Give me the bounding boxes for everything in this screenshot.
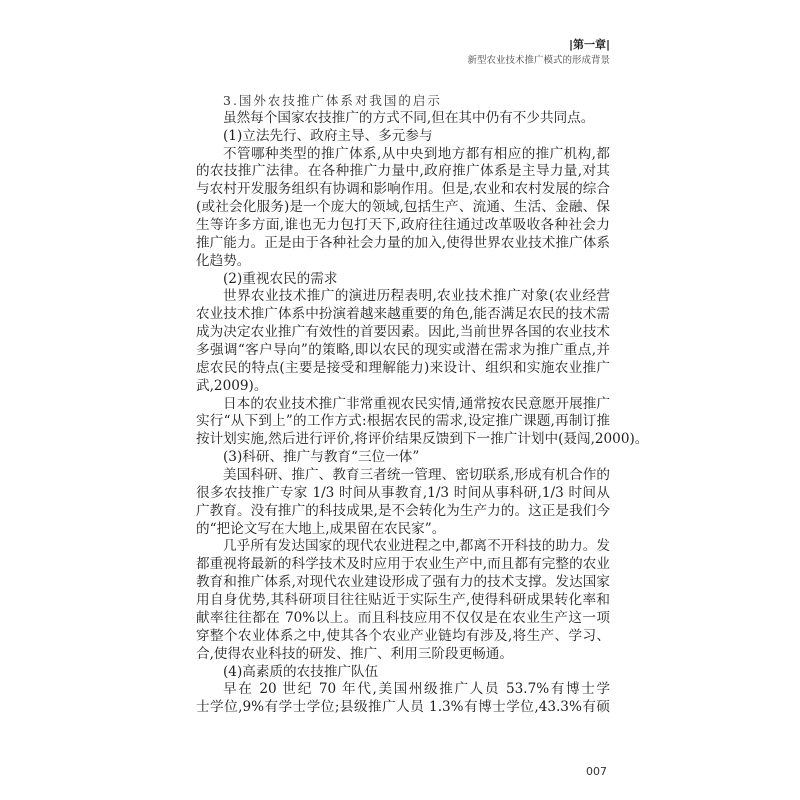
text-line: 的“把论文写在大地上,成果留在农民家”。 [196,520,446,537]
text-line: 不管哪种类型的推广体系,从中央到地方都有相应的推广机构,都 [223,145,610,162]
text-line: 生等许多方面,谁也无力包打天下,政府往往通过改革吸收各种社会力 [196,217,610,234]
subheading: (1)立法先行、政府主导、多元参与 [223,127,433,144]
text-line: 按计划实施,然后进行评价,将评价结果反馈到下一推广计划中(聂闯,2000)。 [196,431,649,448]
text-line: 多强调“客户导向”的策略,即以农民的现实或潜在需求为推广重点,并 [196,342,610,359]
section-heading: 3.国外农技推广体系对我国的启示 [223,93,442,108]
body-text [196,92,649,717]
text-line: 几乎所有发达国家的现代农业进程之中,都离不开科技的助力。发 [223,538,610,555]
subheading: (2)重视农民的需求 [223,270,338,287]
page-number: 007 [586,765,607,778]
text-line: 虑农民的特点(主要是接受和理解能力)来设计、组织和实施农业推广 [196,359,610,376]
text-line: 化趋势。 [196,252,251,269]
text-line: 虽然每个国家农技推广的方式不同,但在其中仍有不少共同点。 [223,109,595,126]
text-line: 农业技术推广体系中扮演着越来越重要的角色,能否满足农民的技术需 [196,306,610,323]
text-line: 献率往往都在 70%以上。而且科技应用不仅仅是在农业生产这一项 [196,609,610,626]
text-line: 的农技推广法律。在各种推广力量中,政府推广体系是主导力量,对其 [196,163,610,180]
text-line: 成为决定农业推广有效性的首要因素。因此,当前世界各国的农业技术 [196,324,610,341]
text-line: 日本的农业技术推广非常重视农民实情,通常按农民意愿开展推广 [223,395,610,412]
subheading: (4)高素质的农技推广队伍 [223,663,379,680]
text-line: 很多农技推广专家 1/3 时间从事教育,1/3 时间从事科研,1/3 时间从 [196,484,610,501]
subheading: (3)科研、推广与教育“三位一体” [223,449,420,466]
text-line: 都重视将最新的科学技术及时应用于农业生产中,而且都有完整的农业 [196,556,610,573]
text-line: 世界农业技术推广的演进历程表明,农业技术推广对象(农业经营 [223,288,610,305]
text-line: 用自身优势,其科研项目往往贴近于实际生产,使得科研成果转化率和 [196,592,610,609]
text-line: 与农村开发服务组织有协调和影响作用。但是,农业和农村发展的综合 [196,181,610,198]
text-line: 推广能力。正是由于各种社会力量的加入,使得世界农业技术推广体系 [196,234,610,251]
chapter-label: |第一章| [568,38,610,51]
text-line: 穿整个农业体系之中,使其各个农业产业链均有涉及,将生产、学习、 [196,627,610,644]
text-line: 广教育。没有推广的科技成果,是不会转化为生产力的。这正是我们今 [196,502,610,519]
text-line: 早在 20 世纪 70 年代,美国州级推广人员 53.7%有博士学 [223,681,610,698]
text-line: 教育和推广体系,对现代农业建设形成了强有力的技术支撑。发达国家 [196,574,610,591]
text-line: 合,使得农业科技的研发、推广、利用三阶段更畅通。 [196,645,513,662]
text-line: 实行“从下到上”的工作方式:根据农民的需求,设定推广课题,再制订推 [196,413,610,430]
text-line: (或社会化服务)是一个庞大的领域,包括生产、流通、生活、金融、保 [196,199,610,216]
text-line: 士学位,9%有学士学位;县级推广人员 1.3%有博士学位,43.3%有硕 [196,699,610,716]
running-header: 新型农业技术推广模式的形成背景 [467,55,610,66]
text-line: 美国科研、推广、教育三者统一管理、密切联系,形成有机合作的 [223,467,610,484]
text-line: 武,2009)。 [196,377,268,394]
